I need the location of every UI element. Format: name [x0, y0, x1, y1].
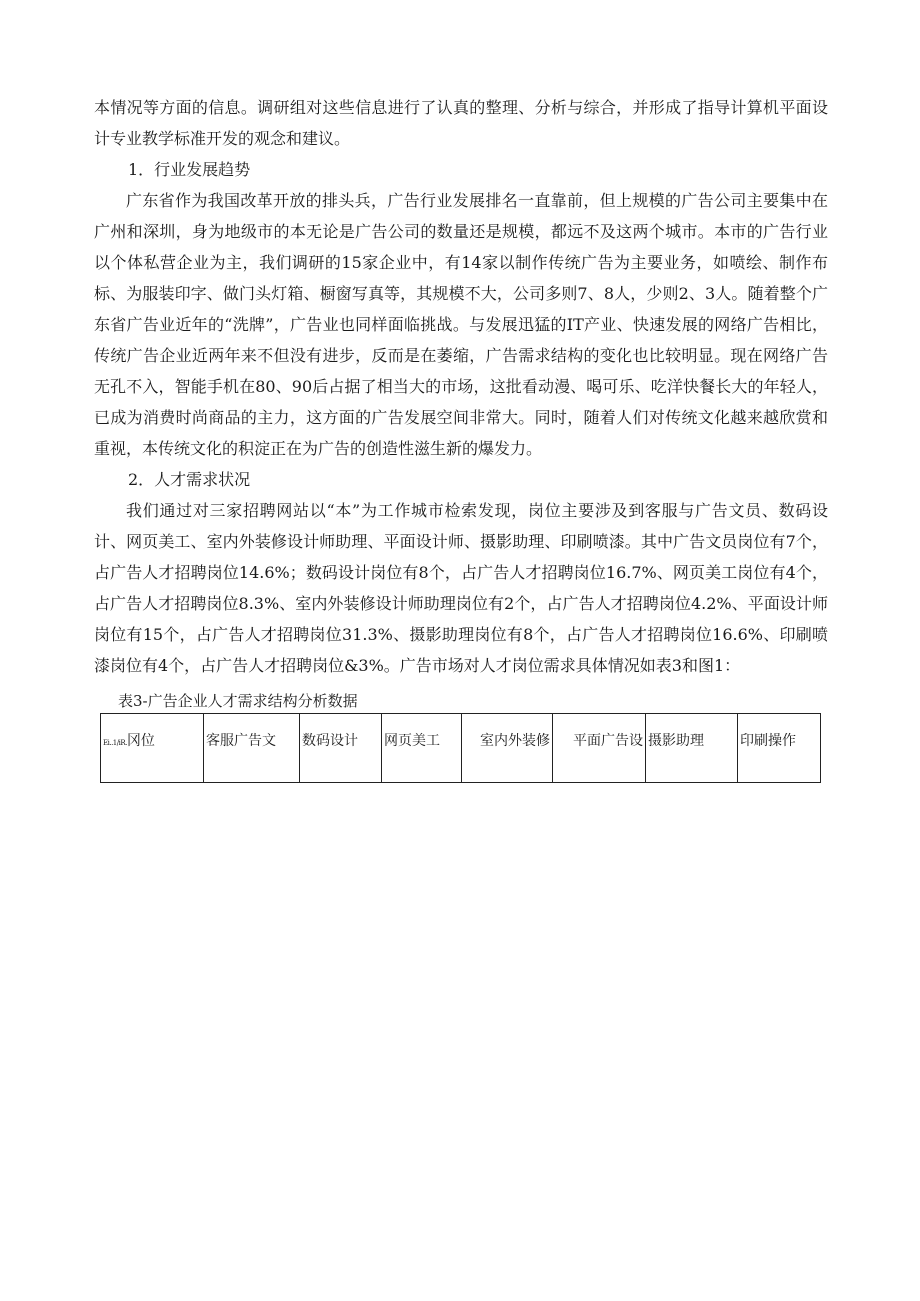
corner-label: 冈位 [126, 733, 155, 749]
paragraph-intro: 本情况等方面的信息。调研组对这些信息进行了认真的整理、分析与综合，并形成了指导计算机平面设计专业教学标准开发的观念和建议。 [94, 98, 828, 148]
table-header-cell: 客服广告文 [204, 714, 300, 783]
table-corner-cell [101, 714, 204, 783]
section-heading-industry-trend: 1．行业发展趋势 [128, 160, 251, 179]
paragraph-industry-trend: 广东省作为我国改革开放的排头兵，广告行业发展排名一直靠前，但上规模的广告公司主要集中在广州和深圳，身为地级市的本无论是广告公司的数量还是规模，都远不及这两个城市。本市的广告行业以个体私营企业为主，我们调研的15家企业中，有14家以制作传统广告为主要业务，如喷绘、制作布标、为服装印字、做门头灯箱、橱窗写真等，其规模不大，公司多则7、8人，少则2、3人。随着整个广东省广告业近年的“洗牌”，广告业也同样面临挑战。与发展迅猛的IT产业、快速发展的网络广告相比，传统广告企业近两年来不但没有进步，反而是在萎缩，广告需求结构的变化也比较明显。现在网络广告无孔不入，智能手机在80、90后占据了相当大的市场，这批看动漫、喝可乐、吃洋快餐长大的年轻人，已成为消费时尚商品的主力，这方面的广告发展空间非常大。同时，随着人们对传统文化越来越欣赏和重视，本传统文化的积淀正在为广告的创造性滋生新的爆发力。 [94, 191, 828, 458]
table-header-cell: 数码设计 [300, 714, 382, 783]
table-caption: 表3-广告企业人才需求结构分析数据 [118, 692, 358, 710]
talent-demand-table [100, 713, 821, 783]
paragraph-talent-demand: 我们通过对三家招聘网站以“本”为工作城市检索发现，岗位主要涉及到客服与广告文员、数码设计、网页美工、室内外装修设计师助理、平面设计师、摄影助理、印刷喷漆。其中广告文员岗位有7个，占广告人才招聘岗位14.6%；数码设计岗位有8个，占广告人才招聘岗位16.7%、网页美工岗位有4个，占广告人才招聘岗位8.3%、室内外装修设计师助理岗位有2个，占广告人才招聘岗位4.2%、平面设计师岗位有15个，占广告人才招聘岗位31.3%、摄影助理岗位有8个，占广告人才招聘岗位16.6%、印刷喷漆岗位有4个，占广告人才招聘岗位&3%。广告市场对人才岗位需求具体情况如表3和图1： [94, 501, 828, 675]
table-header-cell: 摄影助理 [646, 714, 738, 783]
table-header-cell: 平面广告设 [553, 714, 646, 783]
document-page [94, 92, 828, 783]
section-heading-talent-demand: 2．人才需求状况 [128, 470, 251, 489]
corner-small-text: Ei..1/iR. [103, 739, 127, 747]
table-header-cell: 室内外装修 [462, 714, 553, 783]
table-header-row [101, 714, 821, 783]
table-header-cell: 网页美工 [382, 714, 462, 783]
table-header-cell: 印刷操作 [738, 714, 821, 783]
